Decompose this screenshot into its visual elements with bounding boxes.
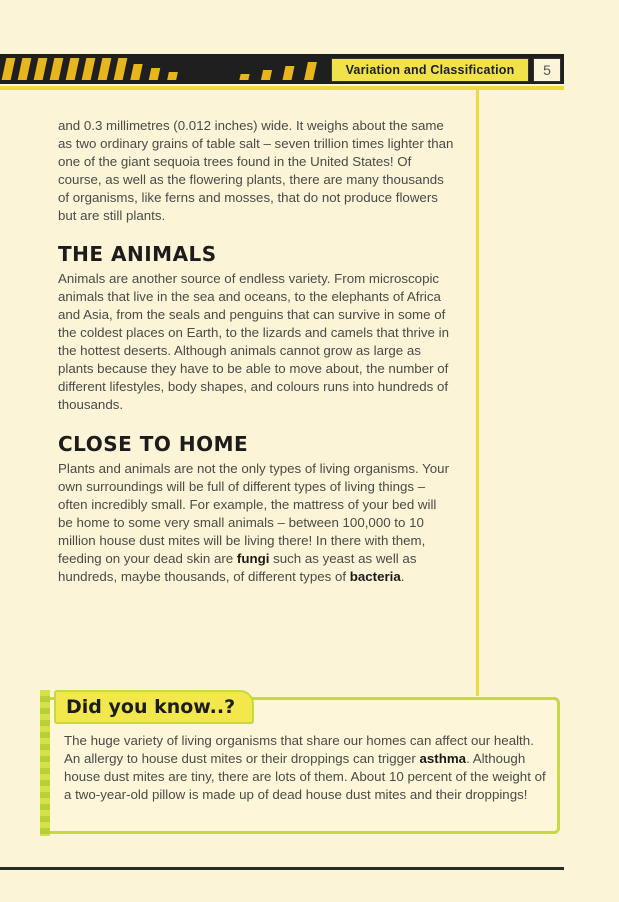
did-you-know-title: Did you know..? [54, 690, 254, 724]
page-number: 5 [533, 58, 561, 82]
term-asthma: asthma [419, 751, 467, 766]
term-fungi: fungi [236, 551, 270, 566]
did-you-know-edge-pattern [40, 690, 50, 836]
footer-rule [0, 867, 564, 870]
header-stripe-pattern [0, 54, 330, 84]
section-heading-animals: THE ANIMALS [58, 242, 217, 266]
chapter-title: Variation and Classification [331, 58, 529, 82]
section-heading-close-to-home: CLOSE TO HOME [58, 432, 249, 456]
header-rule [0, 86, 564, 90]
animals-paragraph: Animals are another source of endless variety. From microscopic animals that live in the sea and oceans, to the elephants of Africa and Asia, from the seals and penguins that can survive in some of the coldest places on Earth, to the lizards and camels that thrive in the hottest deserts. Although animals cannot grow as large as plants because they have to be able to move about, the number of different lifestyles, body shapes, and colours runs into hundreds of thousands. [58, 271, 449, 412]
did-you-know-text: The huge variety of living organisms that share our homes can affect our health. An allergy to house dust mites or their droppings can trigger asthma. Although house dust mites are tiny, there are lots of them. About 10 percent of the weight of a two-year-old pillow is made up of dead house dust mites and their droppings! [64, 733, 546, 802]
term-bacteria: bacteria [349, 569, 401, 584]
intro-paragraph: and 0.3 millimetres (0.012 inches) wide. It weighs about the same as two ordinary grains of table salt – seven trillion times lighter than one of the giant sequoia trees found in the United States! Of course, as well as the flowering plants, there are many thousands of organisms, like ferns and mosses, that do not produce flowers but are still plants. [58, 118, 454, 223]
close-to-home-paragraph: Plants and animals are not the only types of living organisms. Your own surroundings will be full of different types of living things – often incredibly small. For example, the mattress of your bed will be home to some very small animals – between 100,000 to 10 million house dust mites will be living there! In there with them, feeding on your dead skin are fungi such as yeast as well as hundreds, maybe thousands, of different types of bacteria. [58, 461, 450, 584]
column-divider [476, 90, 479, 696]
